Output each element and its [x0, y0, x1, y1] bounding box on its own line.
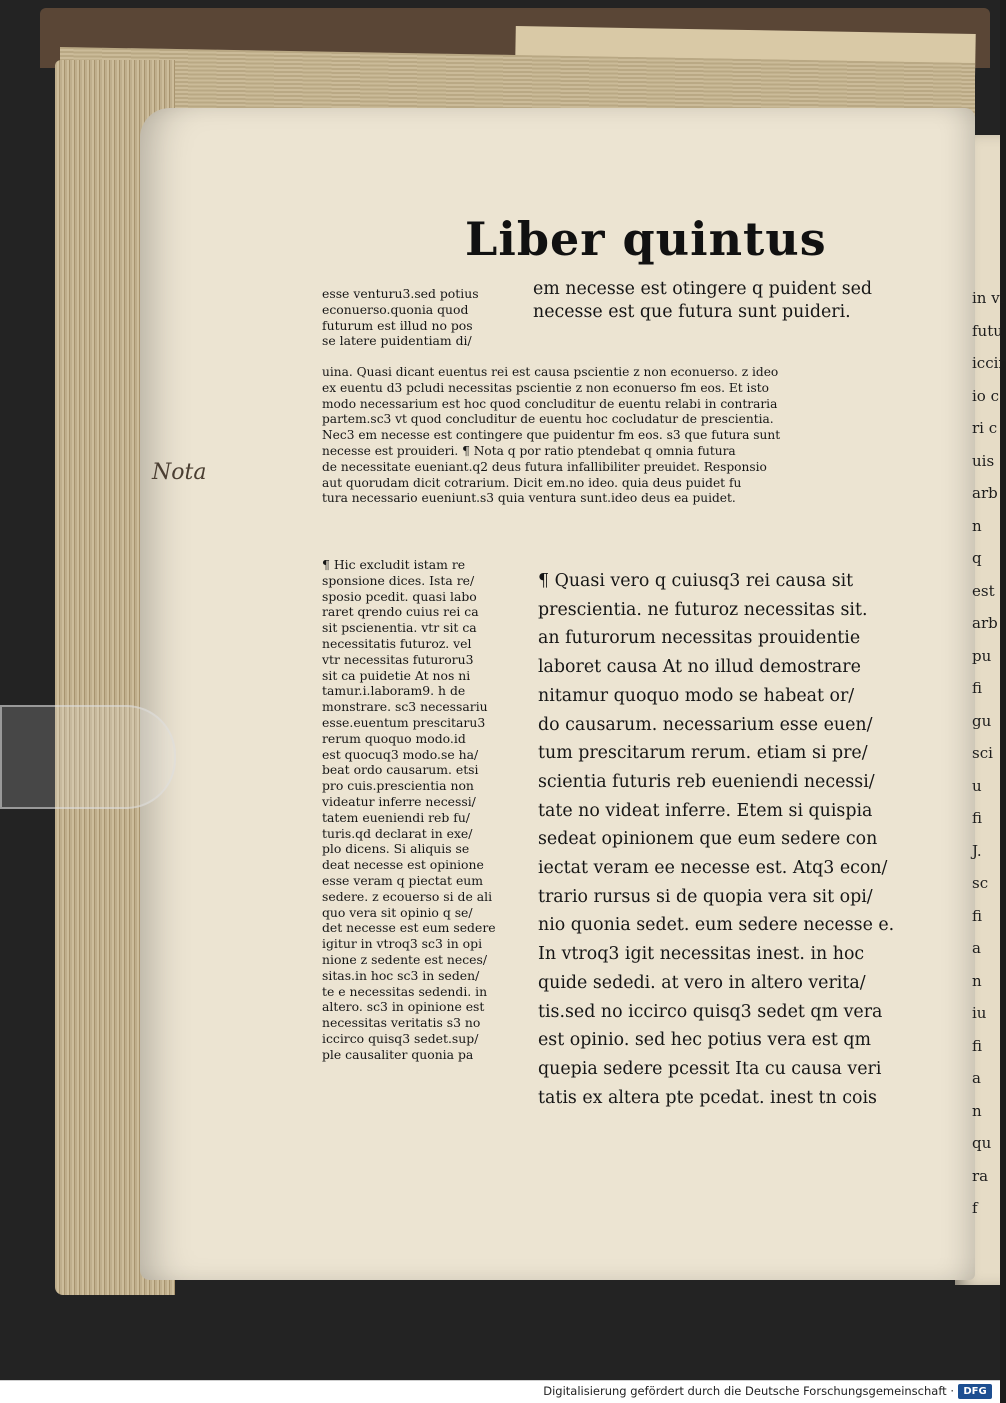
- text-fragment: uis: [972, 451, 995, 470]
- text-fragment: a: [972, 939, 981, 957]
- top-right-block: [533, 278, 883, 324]
- text-line: plo dicens. Si aliquis se: [322, 841, 470, 857]
- text-fragment: arb: [972, 484, 998, 502]
- text-line: te e necessitas sedendi. in: [322, 983, 488, 999]
- text-fragment: fi: [972, 679, 983, 697]
- text-line: altero. sc3 in opinione est: [322, 999, 485, 1015]
- text-fragment: sci: [972, 744, 993, 762]
- text-line: se latere puidentiam di/: [322, 333, 472, 349]
- text-line: beat ordo causarum. etsi: [322, 762, 479, 778]
- text-fragment: f: [972, 1199, 978, 1217]
- text-line: modo necessarium est hoc quod concluditur de euentu relabi in contraria: [322, 396, 778, 411]
- text-fragment: u: [972, 776, 982, 795]
- text-line: quo vera sit opinio q se/: [322, 904, 473, 920]
- text-line: vtr necessitas futuroru3: [322, 651, 474, 667]
- margin-note: Nota: [152, 460, 207, 485]
- text-line: det necesse est eum sedere: [322, 920, 496, 936]
- text-line: sedere. z ecouerso si de ali: [322, 888, 493, 904]
- text-fragment: q: [972, 549, 982, 567]
- text-fragment: J.: [972, 841, 982, 860]
- text-line: tatem eueniendi reb fu/: [322, 809, 470, 825]
- text-line: econuerso.quonia quod: [322, 301, 469, 317]
- commentary-block: [322, 365, 882, 507]
- text-line: laboret causa At no illud demostrare: [538, 657, 861, 678]
- text-fragment: qu: [972, 1134, 992, 1152]
- text-line: est opinio. sed hec potius vera est qm: [538, 1030, 872, 1051]
- text-fragment: ra: [972, 1166, 989, 1185]
- text-line: necessitas veritatis s3 no: [322, 1015, 481, 1031]
- text-line: iectat veram ee necesse est. Atq3 econ/: [538, 858, 888, 879]
- text-line: nio quonia sedet. eum sedere necesse e.: [538, 915, 895, 936]
- text-fragment: n: [972, 971, 982, 990]
- text-line: ¶ Quasi vero q cuiusq3 rei causa sit: [538, 571, 854, 591]
- text-line: futurum est illud no pos: [322, 317, 473, 333]
- text-line: igitur in vtroq3 sc3 in opi: [322, 936, 483, 952]
- text-fragment: gu: [972, 711, 992, 730]
- text-line: pro cuis.prescientia non: [322, 778, 474, 794]
- text-line: ex euentu d3 pcludi necessitas pscientie z non econuerso fm eos. Et isto: [322, 380, 769, 395]
- text-line: turis.qd declarat in exe/: [322, 825, 473, 841]
- text-fragment: in vi: [972, 289, 1005, 307]
- main-text-column: [538, 567, 895, 1112]
- text-fragment: futu: [972, 321, 1003, 340]
- text-line: raret qrendo cuius rei ca: [322, 604, 479, 620]
- text-line: videatur inferre necessi/: [322, 793, 476, 809]
- text-fragment: arb: [972, 614, 998, 632]
- text-line: tum prescitarum rerum. etiam si pre/: [538, 743, 868, 764]
- text-line: iccirco quisq3 sedet.sup/: [322, 1030, 479, 1046]
- text-line: partem.sc3 vt quod concluditur de euentu hoc cocludatur de prescientia.: [322, 412, 774, 427]
- text-line: esse.euentum prescitaru3: [322, 714, 486, 730]
- facing-page-fragments: [972, 282, 1006, 1225]
- text-line: sposio pcedit. quasi labo: [322, 588, 477, 604]
- text-line: tate no videat inferre. Etem si quispia: [538, 800, 873, 821]
- text-line: aut quorudam dicit cotrarium. Dicit em.no ideo. quia deus puidet fu: [322, 475, 742, 490]
- text-line: nitamur quoquo modo se habeat or/: [538, 685, 855, 706]
- text-fragment: io c: [972, 386, 999, 405]
- text-line: de necessitate eueniant.q2 deus futura infallibiliter preuidet. Responsio: [322, 459, 767, 474]
- text-line: prescientia. ne futuroz necessitas sit.: [538, 599, 868, 620]
- text-line: necessitatis futuroz. vel: [322, 635, 472, 651]
- text-line: sit ca puidetie At nos ni: [322, 667, 471, 683]
- dfg-logo: DFG: [958, 1384, 992, 1399]
- text-fragment: sc: [972, 874, 989, 892]
- text-line: tura necessario eueniunt.s3 quia ventura sunt.ideo deus ea puidet.: [322, 491, 736, 506]
- text-line: sit pscienentia. vtr sit ca: [322, 620, 477, 636]
- text-fragment: pu: [972, 646, 992, 665]
- text-fragment: ri c: [972, 419, 998, 437]
- text-line: necesse est prouideri. ¶ Nota q por ratio ptendebat q omnia futura: [322, 443, 736, 458]
- text-line: em necesse est otingere q puident sed: [533, 279, 873, 299]
- text-line: esse venturu3.sed potius: [322, 286, 479, 301]
- text-line: tis.sed no iccirco quisq3 sedet qm vera: [538, 1001, 883, 1022]
- text-line: rerum quoquo modo.id: [322, 730, 466, 746]
- text-fragment: n: [972, 1101, 982, 1120]
- left-commentary-column: [322, 557, 528, 1063]
- text-line: In vtroq3 igit necessitas inest. in hoc: [538, 944, 865, 965]
- text-line: do causarum. necessarium esse euen/: [538, 714, 873, 735]
- text-line: deat necesse est opinione: [322, 857, 484, 873]
- text-line: sponsione dices. Ista re/: [322, 572, 475, 588]
- footer-credit: Digitalisierung gefördert durch die Deutsche Forschungsgemeinschaft ·: [543, 1384, 954, 1398]
- bookmark-strip: [0, 705, 176, 809]
- text-line: trario rursus si de quopia vera sit opi/: [538, 886, 873, 907]
- text-line: an futurorum necessitas prouidentie: [538, 628, 861, 649]
- text-line: sitas.in hoc sc3 in seden/: [322, 967, 480, 983]
- text-fragment: a: [972, 1069, 981, 1087]
- text-line: nione z sedente est neces/: [322, 951, 488, 967]
- text-line: tatis ex altera pte pcedat. inest tn cois: [538, 1087, 877, 1108]
- text-line: quide sededi. at vero in altero verita/: [538, 972, 866, 993]
- text-fragment: fi: [972, 1036, 983, 1055]
- text-line: scientia futuris reb eueniendi necessi/: [538, 771, 875, 792]
- page-heading: Liber quintus: [465, 212, 827, 266]
- text-line: quepia sedere pcessit Ita cu causa veri: [538, 1058, 882, 1079]
- text-line: est quocuq3 modo.se ha/: [322, 746, 479, 762]
- text-fragment: est: [972, 581, 995, 600]
- text-line: ple causaliter quonia pa: [322, 1046, 474, 1062]
- text-line: esse veram q piectat eum: [322, 872, 484, 888]
- text-fragment: iu: [972, 1004, 987, 1022]
- text-fragment: fi: [972, 809, 983, 827]
- text-fragment: iccir: [972, 354, 1006, 372]
- text-line: monstrare. sc3 necessariu: [322, 699, 488, 715]
- top-left-block: [322, 286, 518, 349]
- text-line: necesse est que futura sunt puideri.: [533, 302, 851, 322]
- text-line: uina. Quasi dicant euentus rei est causa pscientie z non econuerso. z ideo: [322, 365, 779, 379]
- text-line: ¶ Hic excludit istam re: [322, 557, 466, 572]
- text-line: tamur.i.laboram9. h de: [322, 683, 466, 699]
- text-line: sedeat opinionem que eum sedere con: [538, 829, 878, 850]
- text-fragment: n: [972, 516, 982, 535]
- text-line: Nec3 em necesse est contingere que puidentur fm eos. s3 que futura sunt: [322, 428, 781, 443]
- text-fragment: fi: [972, 906, 983, 925]
- footer-bar: [0, 1380, 1000, 1403]
